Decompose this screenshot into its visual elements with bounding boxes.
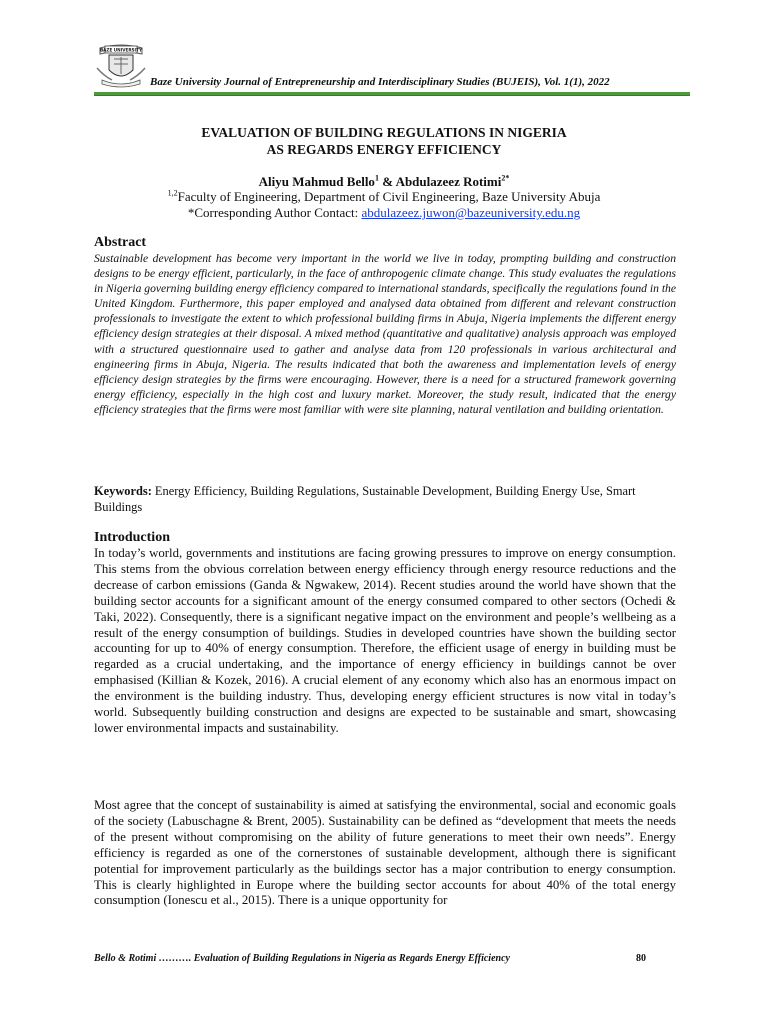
abstract-text: Sustainable development has become very important in the world we live in today, prompting building and construction designs to be energy efficient, particularly, in the face of anthropogenic climate change. This study evaluates the regulations in Nigeria governing building energy efficiency compared to international standards, specifically the regulations found in the United Kingdom. Furthermore, this paper employed and analysed data obtained from different and relevant construction professionals to investigate the extent to which professional building firms in Abuja, Nigeria implements the different energy efficiency design strategies at their disposal. A mixed method (quantitative and qualitative) analysis approach was employed with a structured questionnaire used to gather and analyse data from 120 professionals in various architectural and engineering firms in Abuja, Nigeria. The results indicated that both the awareness and implementation levels of energy efficiency design strategies by the firms were encouraging. However, there is a need for a structured framework governing energy efficiency, especially in the high cost and luxury market. Moreover, the study result, indicated that the energy efficiency strategies that the firms were most familiar with were site planning, natural ventilation and building orientation. <box>94 252 676 416</box>
paper-title <box>94 124 674 158</box>
author-2-sup: 2* <box>501 173 510 183</box>
author-separator: & <box>378 174 396 189</box>
title-line-2: AS REGARDS ENERGY EFFICIENCY <box>266 142 502 157</box>
contact-email-link[interactable]: abdulazeez.juwon@bazeuniversity.edu.ng <box>361 205 581 220</box>
page-number: 80 <box>636 953 646 964</box>
title-line-1: EVALUATION OF BUILDING REGULATIONS IN NIGERIA <box>201 125 567 140</box>
contact-label: *Corresponding Author Contact: <box>187 205 362 220</box>
keywords <box>94 484 676 515</box>
affiliation-sup: 1,2 <box>167 188 178 198</box>
header-rule-red <box>94 95 690 96</box>
affiliation-block <box>94 189 674 221</box>
author-2: Abdulazeez Rotimi <box>395 174 502 189</box>
journal-header: Baze University Journal of Entrepreneurship and Interdisciplinary Studies (BUJEIS), Vol. 1(1), 2022 <box>150 76 610 88</box>
keywords-text: Energy Efficiency, Building Regulations, Sustainable Development, Building Energy Use, Smart Buildings <box>94 484 636 514</box>
abstract-heading: Abstract <box>94 235 147 250</box>
introduction-paragraph-1: In today’s world, governments and institutions are facing growing pressures to improve on energy consumption. This stems from the obvious correlation between energy efficiency through energy resource reductions and the decrease of carbon emissions (Ganda & Ngwakew, 2014). Recent studies around the world have shown that the building sector accounts for a significant amount of the energy consumed compared to other sectors (Ochedi & Taki, 2022). Consequently, there is a significant negative impact on the environment and people’s wellbeing as a result of the energy consumption of buildings. Studies in developed countries have shown the building sector accounting for up to 40% of energy consumption. Therefore, the efficient usage of energy in building must be regarded as a crucial undertaking, and the importance of energy efficiency in buildings cannot be over emphasised (Killian & Kozek, 2016). A crucial element of any economy which also has an enormous impact on the environment is the building industry. Thus, developing energy efficient structures is now vital in today’s world. Subsequently building construction and designs are expected to be sustainable and smart, showcasing lower environmental impacts and sustainability. <box>94 546 676 735</box>
keywords-label: Keywords: <box>94 484 152 498</box>
authors <box>94 174 674 190</box>
author-1-sup: 1 <box>374 173 379 183</box>
affiliation: Faculty of Engineering, Department of Civil Engineering, Baze University Abuja <box>177 189 601 204</box>
crest-banner-text: BAZE UNIVERSITY <box>99 47 143 53</box>
running-footer: Bello & Rotimi ………. Evaluation of Building Regulations in Nigeria as Regards Energy Efficiency <box>94 953 510 964</box>
introduction-paragraph-2: Most agree that the concept of sustainability is aimed at satisfying the environmental, social and economic goals of the society (Labuschagne & Brent, 2005). Sustainability can be defined as “development that meets the needs of the present without compromising on the ability of future generations to meet their own needs”. Energy efficiency is regarded as one of the cornerstones of sustainable development, although there is significant potential for improvement particularly as the buildings sector has a major contribution to energy consumption. This is clearly highlighted in Europe where the building sector accounts for about 40% of the total energy consumption (Ionescu et al., 2015). There is a unique opportunity for <box>94 798 676 908</box>
crest-icon <box>94 40 148 88</box>
university-crest-logo <box>94 40 148 88</box>
author-1: Aliyu Mahmud Bello <box>258 174 375 189</box>
introduction-heading: Introduction <box>94 530 170 545</box>
